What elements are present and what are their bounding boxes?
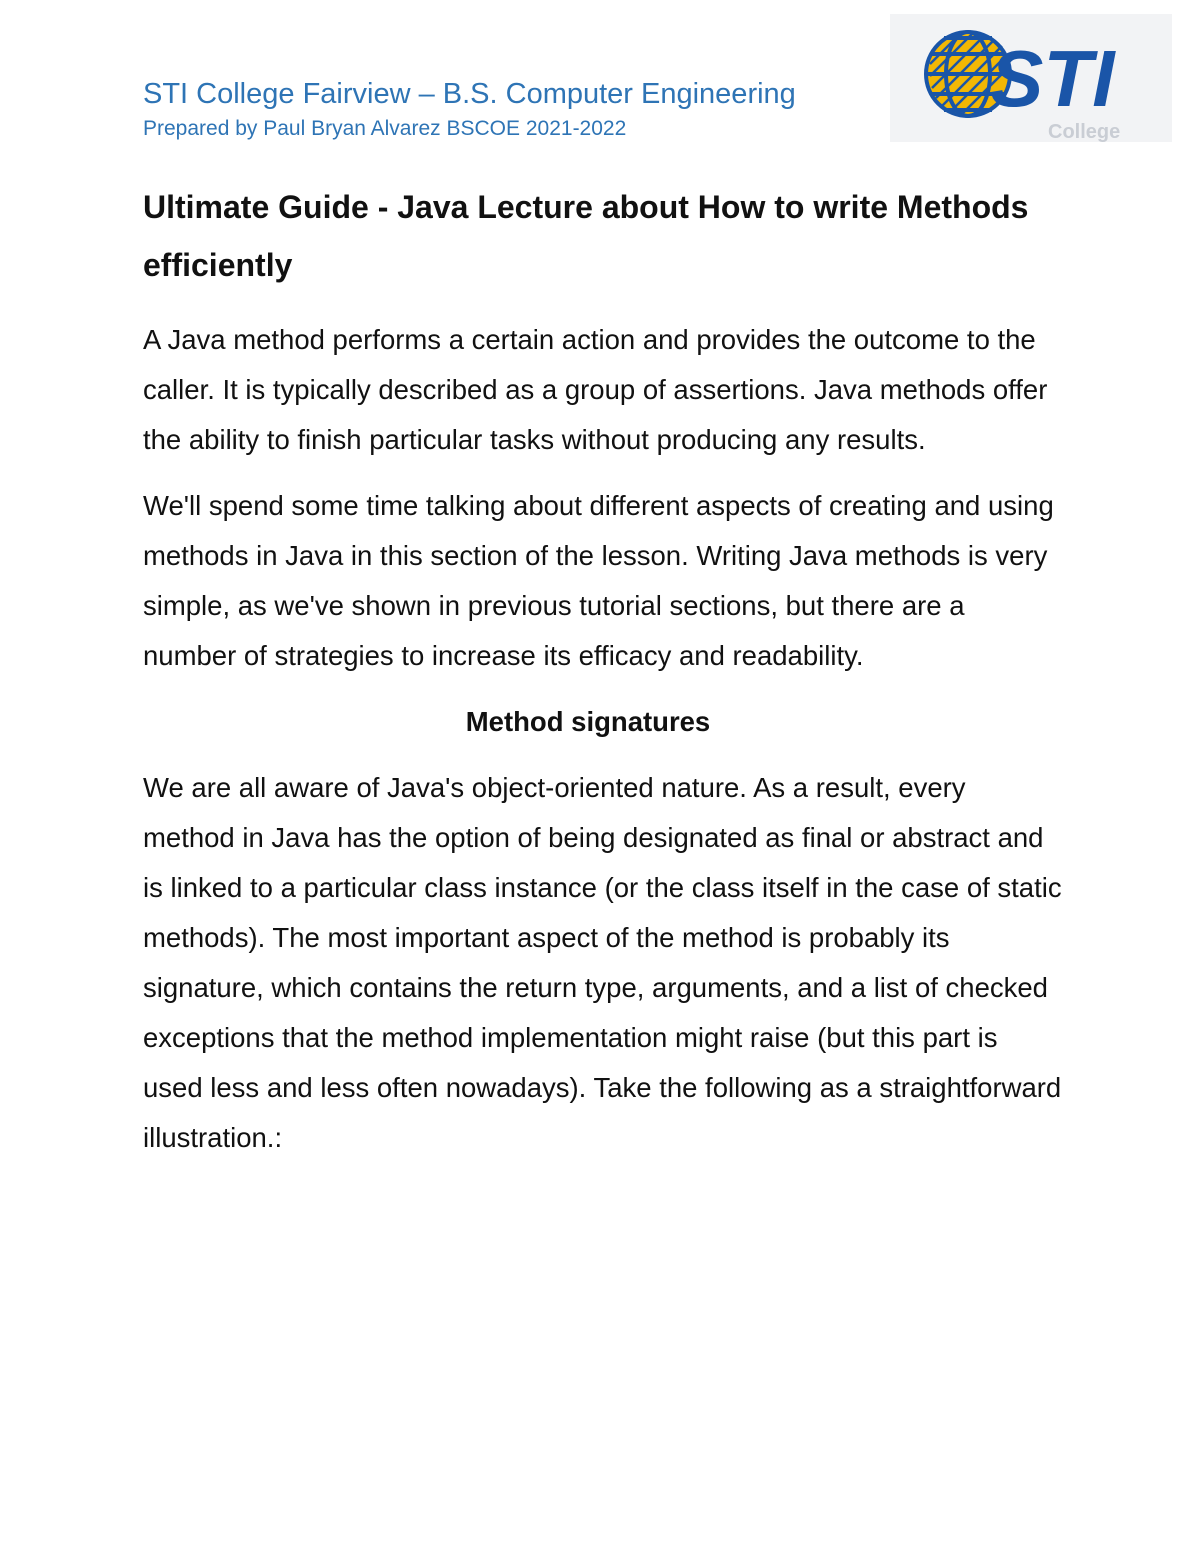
overview-paragraph: We'll spend some time talking about different aspects of creating and using methods in Java in this section of the lesson. Writing Java methods is very simple, as we've shown in previous tutorial sections, but there are a number of strategies to increase its efficacy and readability. [143,490,1054,671]
sti-logo-graphic [890,14,1172,142]
document-header [143,74,883,144]
document-body [143,178,1063,1179]
section-heading-method-signatures: Method signatures [465,706,711,737]
logo-sti-text: STI [990,34,1115,123]
sti-college-logo [890,14,1172,142]
method-signatures-paragraph: We are all aware of Java's object-oriented nature. As a result, every method in Java has the option of being designated as final or abstract and is linked to a particular class instance (or the class itself in the case of static methods). The most important aspect of the method is probably its signature, which contains the return type, arguments, and a list of checked exceptions that the method implementation might raise (but this part is used less and less often nowadays). Take the following as a straightforward illustration.: [143,772,1062,1153]
header-college-program: STI College Fairview – B.S. Computer Engineering [143,78,796,110]
header-author-line: Prepared by Paul Bryan Alvarez BSCOE 2021-2022 [143,117,627,140]
intro-paragraph: A Java method performs a certain action and provides the outcome to the caller. It is typically described as a group of assertions. Java methods offer the ability to finish particular tasks without producing any results. [143,324,1048,455]
logo-college-text: College [1048,121,1121,142]
document-title: Ultimate Guide - Java Lecture about How to write Methods efficiently [143,189,1029,283]
